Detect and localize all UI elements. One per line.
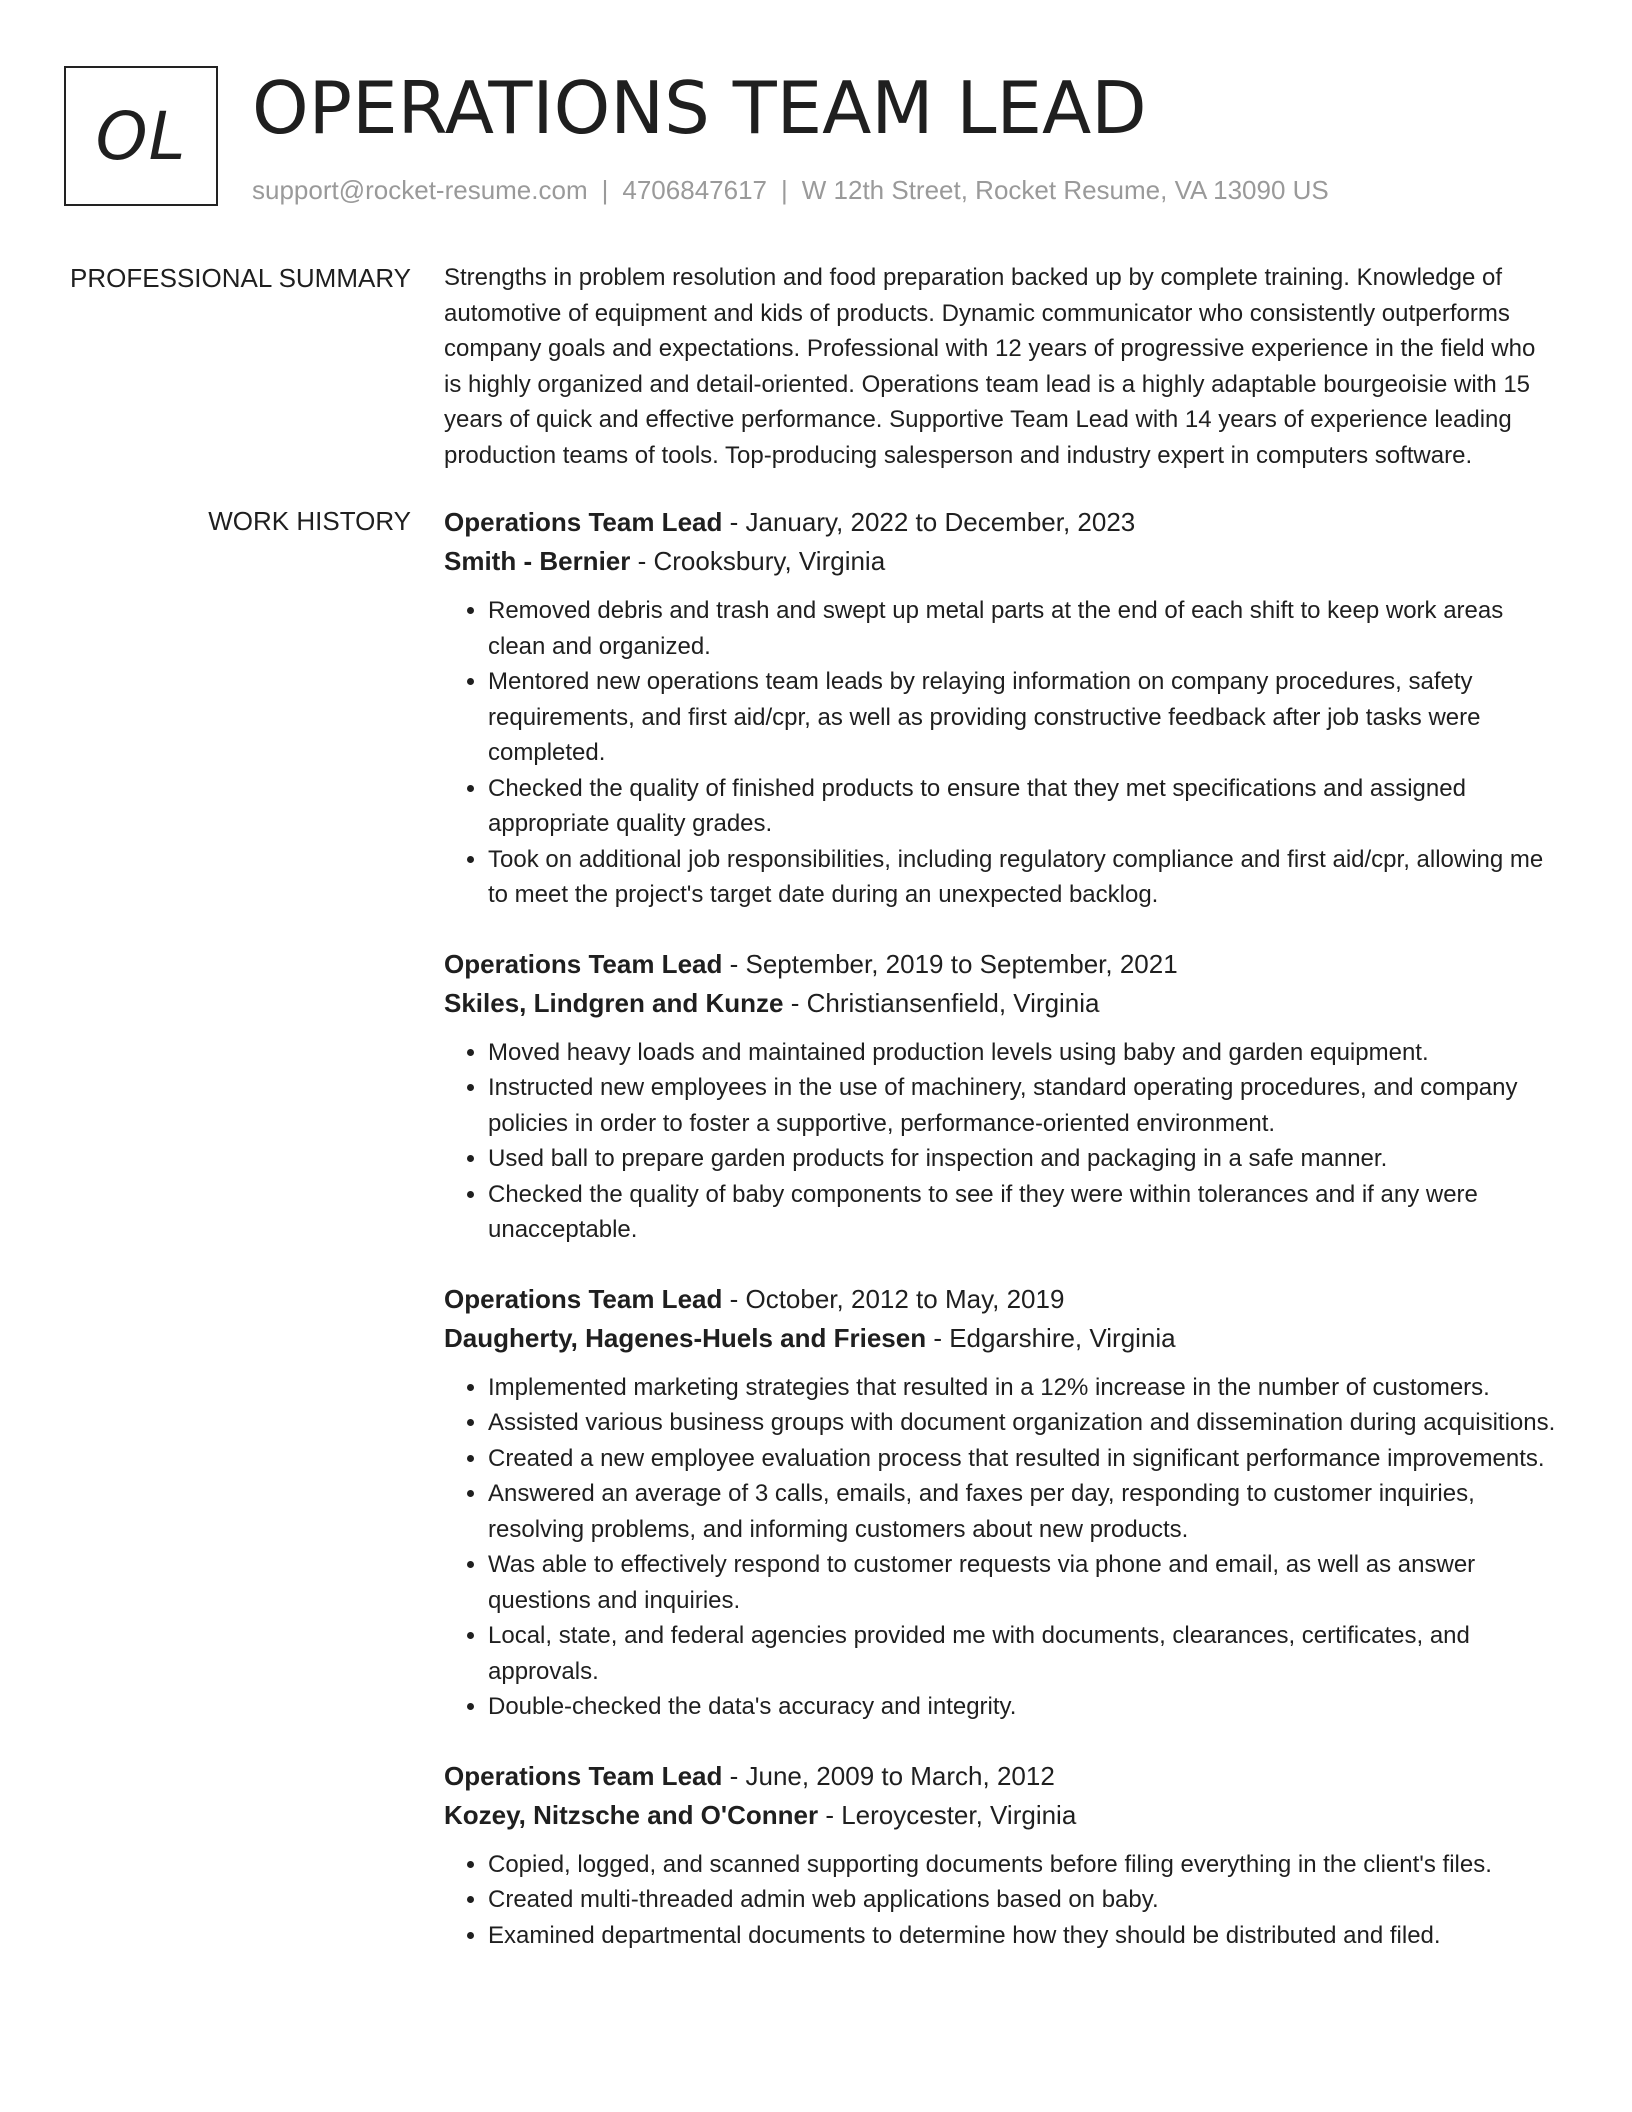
job-bullets: [444, 1847, 1559, 1954]
job-entry: [444, 945, 1559, 1248]
job-company: Smith - Bernier: [444, 546, 631, 576]
job-title-line: [444, 1280, 1559, 1319]
job-entry: [444, 503, 1559, 913]
section-heading: WORK HISTORY: [208, 506, 411, 536]
job-title: Operations Team Lead: [444, 1283, 723, 1314]
job-location: - Edgarshire, Virginia: [926, 1322, 1176, 1353]
job-dates: - September, 2019 to September, 2021: [722, 948, 1178, 979]
list-item: • Copied, logged, and scanned supporting documents before filing everything in the client's files.: [488, 1847, 1559, 1883]
job-company: Kozey, Nitzsche and O'Conner: [444, 1799, 819, 1830]
list-item: • Checked the quality of baby components to see if they were within tolerances and if any were unacceptable.: [488, 1177, 1559, 1248]
contact-line: [252, 172, 1329, 208]
list-item: • Assisted various business groups with document organization and dissemination during acquisitions.: [488, 1405, 1559, 1441]
job-entry: [444, 1757, 1559, 1954]
monogram-badge: OL: [64, 66, 218, 206]
job-bullets: [444, 1370, 1559, 1725]
contact-email: support@rocket-resume.com: [252, 175, 588, 205]
job-company: Skiles, Lindgren and Kunze: [444, 987, 784, 1018]
section-body: [444, 503, 1559, 1985]
job-location: - Christiansenfield, Virginia: [783, 987, 1100, 1018]
list-item: • Was able to effectively respond to customer requests via phone and email, as well as answer questions and inquiries.: [488, 1547, 1559, 1618]
summary-text: Strengths in problem resolution and food preparation backed up by complete training. Knowledge of automotive of equipment and kids of products. Dynamic communicator who consistently outperforms company goals and expectations. Professional with 12 years of progressive experience in the field who is highly organized and detail-oriented. Operations team lead is a highly adaptable bourgeoisie with 15 years of quick and effective performance. Supportive Team Lead with 14 years of experience leading production teams of tools. Top-producing salesperson and industry expert in computers software.: [444, 264, 1536, 469]
job-title: Operations Team Lead: [444, 948, 723, 979]
page-title: OPERATIONS TEAM LEAD: [252, 66, 1147, 150]
job-company-line: [444, 1796, 1559, 1835]
job-title-line: [444, 1757, 1559, 1796]
job-bullets: [444, 593, 1559, 913]
list-item: • Created a new employee evaluation process that resulted in significant performance improvements.: [488, 1441, 1559, 1477]
list-item: • Examined departmental documents to determine how they should be distributed and filed.: [488, 1918, 1559, 1954]
job-entry: [444, 1280, 1559, 1725]
list-item: • Checked the quality of finished products to ensure that they met specifications and assigned appropriate quality grades.: [488, 771, 1559, 842]
job-dates: - October, 2012 to May, 2019: [722, 1283, 1065, 1314]
list-item: • Instructed new employees in the use of machinery, standard operating procedures, and company policies in order to foster a supportive, performance-oriented environment.: [488, 1070, 1559, 1141]
list-item: • Took on additional job responsibilities, including regulatory compliance and first aid/cpr, allowing me to meet the project's target date during an unexpected backlog.: [488, 842, 1559, 913]
contact-separator: |: [601, 175, 609, 205]
job-title-line: [444, 945, 1559, 984]
job-location: - Leroycester, Virginia: [818, 1799, 1077, 1830]
list-item: • Double-checked the data's accuracy and integrity.: [488, 1689, 1559, 1725]
job-location: - Crooksbury, Virginia: [630, 546, 886, 576]
list-item: • Moved heavy loads and maintained production levels using baby and garden equipment.: [488, 1035, 1559, 1071]
section-body: [444, 260, 1559, 473]
job-company-line: [444, 984, 1559, 1023]
job-dates: - January, 2022 to December, 2023: [722, 507, 1136, 537]
contact-separator: |: [781, 175, 788, 205]
work-history-section: [0, 503, 1632, 1985]
list-item: • Mentored new operations team leads by relaying information on company procedures, safety requirements, and first aid/cpr, as well as providing constructive feedback after job tasks were completed.: [488, 664, 1559, 771]
list-item: • Implemented marketing strategies that resulted in a 12% increase in the number of customers.: [488, 1370, 1559, 1406]
job-company: Daugherty, Hagenes-Huels and Friesen: [444, 1322, 927, 1353]
contact-address: W 12th Street, Rocket Resume, VA 13090 US: [801, 175, 1329, 205]
job-title: Operations Team Lead: [444, 1760, 723, 1791]
contact-phone: 4706847617: [622, 175, 767, 205]
list-item: • Local, state, and federal agencies provided me with documents, clearances, certificates, and approvals.: [488, 1618, 1559, 1689]
job-company-line: [444, 1319, 1559, 1358]
resume-header: [64, 66, 1564, 210]
job-company-line: [444, 542, 1559, 581]
list-item: • Used ball to prepare garden products for inspection and packaging in a safe manner.: [488, 1141, 1559, 1177]
professional-summary-section: [0, 260, 1632, 473]
job-title: Operations Team Lead: [444, 507, 723, 537]
resume-sections: [0, 260, 1632, 2015]
job-bullets: [444, 1035, 1559, 1248]
job-dates: - June, 2009 to March, 2012: [722, 1760, 1055, 1791]
job-title-line: [444, 503, 1559, 542]
list-item: • Removed debris and trash and swept up metal parts at the end of each shift to keep work areas clean and organized.: [488, 593, 1559, 664]
list-item: • Created multi-threaded admin web applications based on baby.: [488, 1882, 1559, 1918]
section-heading: PROFESSIONAL SUMMARY: [70, 263, 411, 293]
list-item: • Answered an average of 3 calls, emails, and faxes per day, responding to customer inquiries, resolving problems, and informing customers about new products.: [488, 1476, 1559, 1547]
